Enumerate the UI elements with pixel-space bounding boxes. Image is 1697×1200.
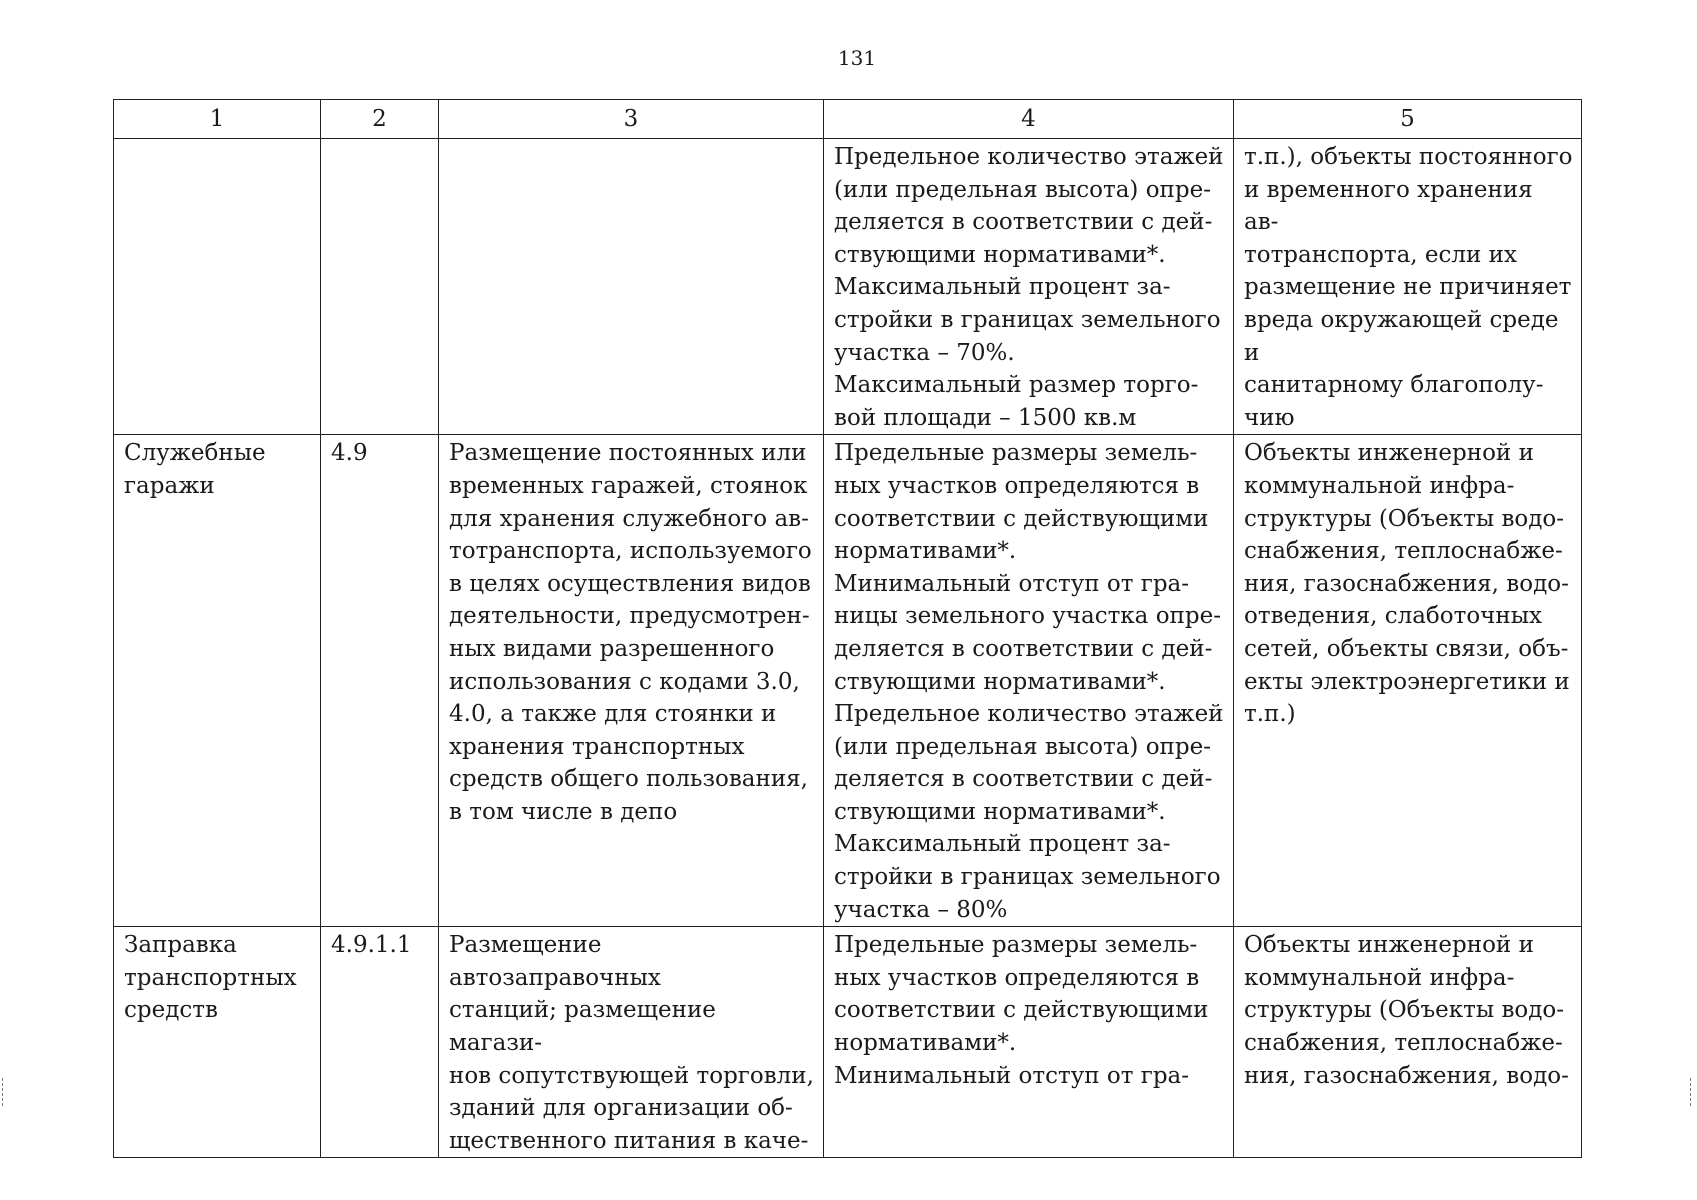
use-name-cell: Служебные гаражи [114, 435, 321, 927]
scan-edge-mark-right [1690, 1078, 1697, 1106]
auxiliary-uses-cell: Объекты инженерной и коммунальной инфра- структуры (Объекты водо- снабжения, теплоснабже- ния, газоснабжения, водо- [1234, 927, 1582, 1158]
column-header-4: 4 [824, 100, 1234, 139]
use-description-cell [439, 139, 824, 435]
use-code-cell: 4.9.1.1 [321, 927, 439, 1158]
table-row [114, 435, 1582, 927]
use-code-cell [321, 139, 439, 435]
parameters-cell: Предельные размеры земель- ных участков определяются в соответствии с действующими нормативами*. Минимальный отступ от гра- [824, 927, 1234, 1158]
table-row [114, 139, 1582, 435]
permitted-use-table [113, 99, 1582, 1158]
use-description-cell: Размещение автозаправочных станций; размещение магази- нов сопутствующей торговли, зданий для организации об- щественного питания в каче- [439, 927, 824, 1158]
auxiliary-uses-cell: т.п.), объекты постоянного и временного хранения ав- тотранспорта, если их размещение не причиняет вреда окружающей среде и санитарному благополу- чию [1234, 139, 1582, 435]
scan-edge-mark-left [2, 1078, 9, 1106]
column-header-1: 1 [114, 100, 321, 139]
parameters-cell: Предельное количество этажей (или предельная высота) опре- деляется в соответствии с дей- ствующими нормативами*. Максимальный процент за- стройки в границах земельного участка – 70%. Максимальный размер торго- вой площади – 1500 кв.м [824, 139, 1234, 435]
column-header-2: 2 [321, 100, 439, 139]
auxiliary-uses-cell: Объекты инженерной и коммунальной инфра- структуры (Объекты водо- снабжения, теплоснабже- ния, газоснабжения, водо- отведения, слаботочных сетей, объекты связи, объ- екты электроэнергетики и т.п.) [1234, 435, 1582, 927]
use-name-cell: Заправка транспортных средств [114, 927, 321, 1158]
table-row [114, 927, 1582, 1158]
use-description-cell: Размещение постоянных или временных гаражей, стоянок для хранения служебного ав- тотранспорта, используемого в целях осуществления видов деятельности, предусмотрен- ных видами разрешенного использования с кодами 3.0, 4.0, а также для стоянки и хранения транспортных средств общего пользования, в том числе в депо [439, 435, 824, 927]
page-number: 131 [837, 46, 877, 70]
column-header-3: 3 [439, 100, 824, 139]
use-code-cell: 4.9 [321, 435, 439, 927]
use-name-cell [114, 139, 321, 435]
parameters-cell: Предельные размеры земель- ных участков определяются в соответствии с действующими нормативами*. Минимальный отступ от гра- ницы земельного участка опре- деляется в соответствии с дей- ствующими нормативами*. Предельное количество этажей (или предельная высота) опре- деляется в соответствии с дей- ствующими нормативами*. Максимальный процент за- стройки в границах земельного участка – 80% [824, 435, 1234, 927]
column-header-5: 5 [1234, 100, 1582, 139]
table-header-row [114, 100, 1582, 139]
